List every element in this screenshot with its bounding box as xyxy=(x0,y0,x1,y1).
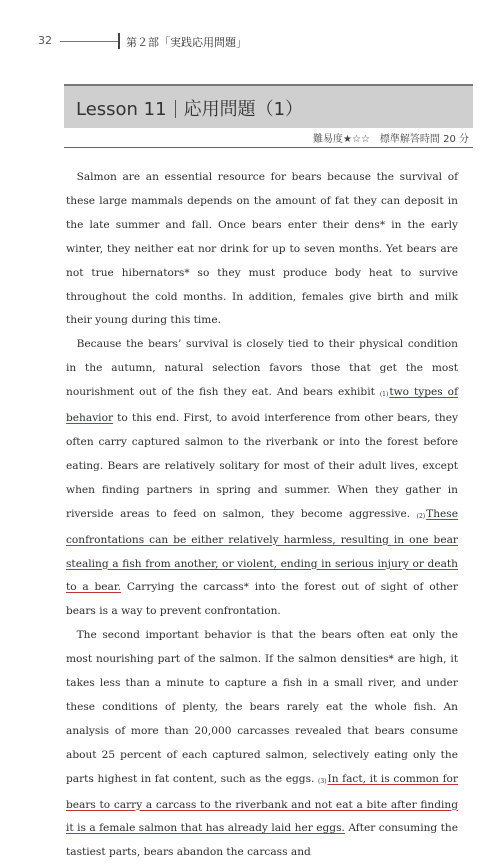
underlined-phrase-2: These confrontations can be either relatively harmless, resulting in one bear stealing a fish from another, or violent, ending in serious injury or death to a bear. xyxy=(66,507,458,594)
question-label-2: (2) xyxy=(416,512,426,520)
paragraph-1: Salmon are an essential resource for bears because the survival of these large mammals depends on the amount of fat they can deposit in the late summer and fall. Once bears enter their dens* in the early winter, they neither eat nor drink for up to seven months. Yet bears are not true hibernators* so they must produce body heat to survive throughout the cold months. In addition, females give birth and milk their young during this time. xyxy=(66,171,458,327)
underlined-phrase-1: two types of behavior xyxy=(66,386,458,425)
paragraph-2-text-b: to this end. First, to avoid interference from other bears, they often carry captured salmon to the riverbank or into the forest before eating. Bears are relatively solitary for most of their adult lives, except when finding partners in spring and summer. When they gather in riverside areas to feed on salmon, they become aggressive. xyxy=(66,412,458,520)
page-header xyxy=(38,34,458,50)
question-label-1: (1) xyxy=(379,391,389,399)
page-number: 32 xyxy=(38,34,52,47)
reading-passage xyxy=(66,166,458,865)
paragraph-2 xyxy=(66,333,458,624)
lesson-title: 応用問題（1） xyxy=(183,99,304,120)
header-divider xyxy=(118,33,120,49)
paragraph-2-text-a: Because the bears’ survival is closely tied to their physical condition in the autumn, natural selection favors those that get the most nourishment out of the fish they eat. And bears exhibit xyxy=(66,338,458,399)
section-title: 第２部「実践応用問題」 xyxy=(126,36,247,49)
lesson-label: Lesson 11 xyxy=(76,99,167,120)
lesson-separator xyxy=(175,100,176,118)
difficulty-line: 難易度★☆☆ 標準解答時間 20 分 xyxy=(64,126,473,148)
paragraph-3-text-b: After consuming the tastiest parts, bears abandon the carcass and xyxy=(66,822,458,859)
paragraph-3 xyxy=(66,624,458,865)
underlined-phrase-3: In fact, it is common for bears to carry a carcass to the riverbank and not eat a bite after finding it is a female salmon that has already laid her eggs. xyxy=(66,772,459,835)
lesson-banner xyxy=(64,84,473,128)
paragraph-2-text-c: Carrying the carcass* into the forest out of sight of other bears is a way to prevent confrontation. xyxy=(66,581,458,618)
header-rule xyxy=(60,41,118,42)
paragraph-3-text-a: The second important behavior is that the bears often eat only the most nourishing part of the salmon. If the salmon densities* are high, it takes less than a minute to capture a fish in a small river, and under these conditions of plenty, the bears rarely eat the whole fish. An analysis of more than 20,000 carcasses revealed that bears consume about 25 percent of each captured salmon, selectively eating only the parts highest in fat content, such as the eggs. xyxy=(66,629,458,785)
question-label-3: (3) xyxy=(318,777,327,785)
lesson-heading xyxy=(76,95,303,121)
